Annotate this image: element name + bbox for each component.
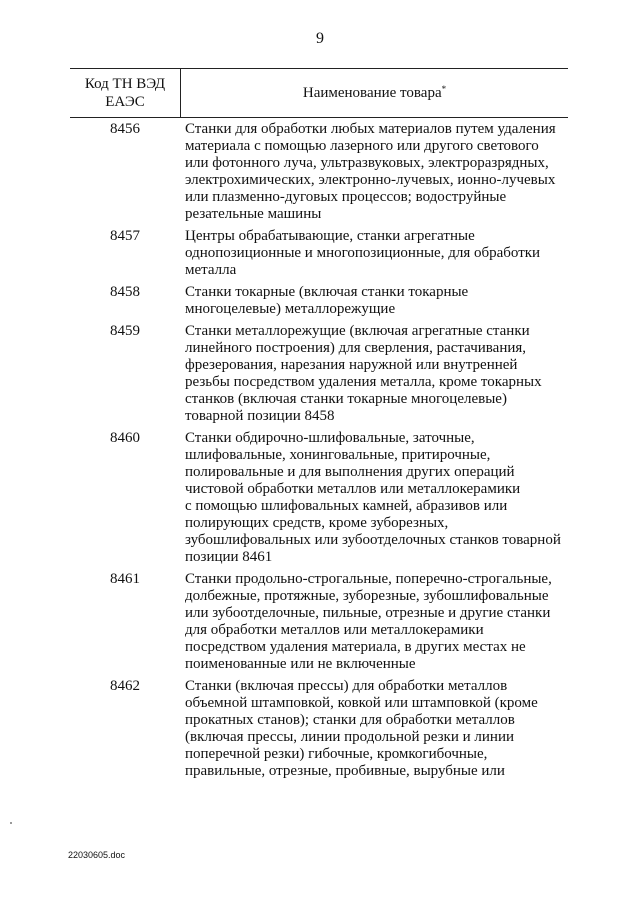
description-line: посредством удаления материала, в других местах не [185, 639, 526, 655]
tn-ved-code: 8459 [110, 323, 140, 339]
description-line: или плазменно-дуговых процессов; водоструйные [185, 189, 507, 205]
description-line: товарной позиции 8458 [185, 408, 335, 424]
description-line: линейного построения) для сверления, растачивания, [185, 340, 527, 356]
description-line: фрезерования, нарезания наружной или внутренней [185, 357, 518, 373]
description-line: Станки токарные (включая станки токарные [185, 284, 469, 300]
scan-mark [10, 822, 12, 824]
header-code-line1: Код ТН ВЭД [84, 76, 166, 92]
table-row [70, 678, 568, 780]
description-line: однопозиционные и многопозиционные, для обработки [185, 245, 541, 261]
description-line: (включая прессы, линии продольной резки и линии [185, 729, 514, 745]
description-line: станков (включая станки токарные многоцелевые) [185, 391, 507, 407]
description-line: долбежные, протяжные, зуборезные, зубошлифовальные [185, 588, 549, 604]
description-line: материала с помощью лазерного или другого светового [185, 138, 539, 154]
description-line: поперечной резки) гибочные, кромкогибочные, [185, 746, 488, 762]
description-line: зубошлифовальных или зубоотделочных станков товарной [185, 532, 561, 548]
description-line: или зубоотделочные, пильные, отрезные и другие станки [185, 605, 551, 621]
goods-description [185, 121, 575, 223]
table-row [70, 430, 568, 566]
description-line: полировальные и для выполнения других операций [185, 464, 515, 480]
description-line: металла [185, 262, 237, 278]
header-name-footnote-mark: * [441, 84, 447, 94]
tn-ved-code: 8456 [110, 121, 140, 137]
tn-ved-code: 8460 [110, 430, 140, 446]
table-row [70, 121, 568, 223]
header-name-label: Наименование товара [302, 84, 442, 101]
description-line: Станки (включая прессы) для обработки металлов [185, 678, 508, 694]
goods-description [185, 284, 575, 318]
header-code-line2: ЕАЭС [105, 94, 145, 110]
table-header [70, 68, 568, 118]
footer-file-name: 22030605.doc [68, 850, 126, 860]
description-line: с помощью шлифовальных камней, абразивов или [185, 498, 508, 514]
description-line: Центры обрабатывающие, станки агрегатные [185, 228, 475, 244]
tn-ved-code: 8457 [110, 228, 140, 244]
description-line: Станки для обработки любых материалов путем удаления [185, 121, 556, 137]
goods-description [185, 228, 575, 279]
description-line: позиции 8461 [185, 549, 273, 565]
goods-description [185, 571, 575, 673]
goods-description [185, 430, 575, 566]
description-line: Станки продольно-строгальные, поперечно-строгальные, [185, 571, 552, 587]
tn-ved-code: 8458 [110, 284, 140, 300]
description-line: Станки металлорежущие (включая агрегатные станки [185, 323, 530, 339]
description-line: или фотонного луча, ультразвуковых, электроразрядных, [185, 155, 549, 171]
description-line: поименованные или не включенные [185, 656, 416, 672]
description-line: шлифовальные, хонинговальные, притирочные, [185, 447, 491, 463]
description-line: для обработки металлов или металлокерамики [185, 622, 484, 638]
description-line: полирующих средств, кроме зуборезных, [185, 515, 449, 531]
header-name-column [181, 69, 568, 117]
table-row [70, 228, 568, 279]
page-number: 9 [316, 30, 324, 47]
goods-description [185, 678, 575, 780]
description-line: многоцелевые) металлорежущие [185, 301, 396, 317]
tn-ved-code: 8461 [110, 571, 140, 587]
tn-ved-code: 8462 [110, 678, 140, 694]
goods-table-body [70, 121, 568, 785]
description-line: электрохимических, электронно-лучевых, ионно-лучевых [185, 172, 556, 188]
description-line: чистовой обработки металлов или металлокерамики [185, 481, 521, 497]
description-line: объемной штамповкой, ковкой или штамповкой (кроме [185, 695, 538, 711]
description-line: правильные, отрезные, пробивные, вырубные или [185, 763, 505, 779]
header-code-column [70, 69, 180, 117]
goods-description [185, 323, 575, 425]
description-line: резьбы посредством удаления металла, кроме токарных [185, 374, 542, 390]
description-line: Станки обдирочно-шлифовальные, заточные, [185, 430, 475, 446]
table-row [70, 323, 568, 425]
description-line: прокатных станов); станки для обработки металлов [185, 712, 515, 728]
table-row [70, 284, 568, 318]
table-row [70, 571, 568, 673]
description-line: резательные машины [185, 206, 322, 222]
